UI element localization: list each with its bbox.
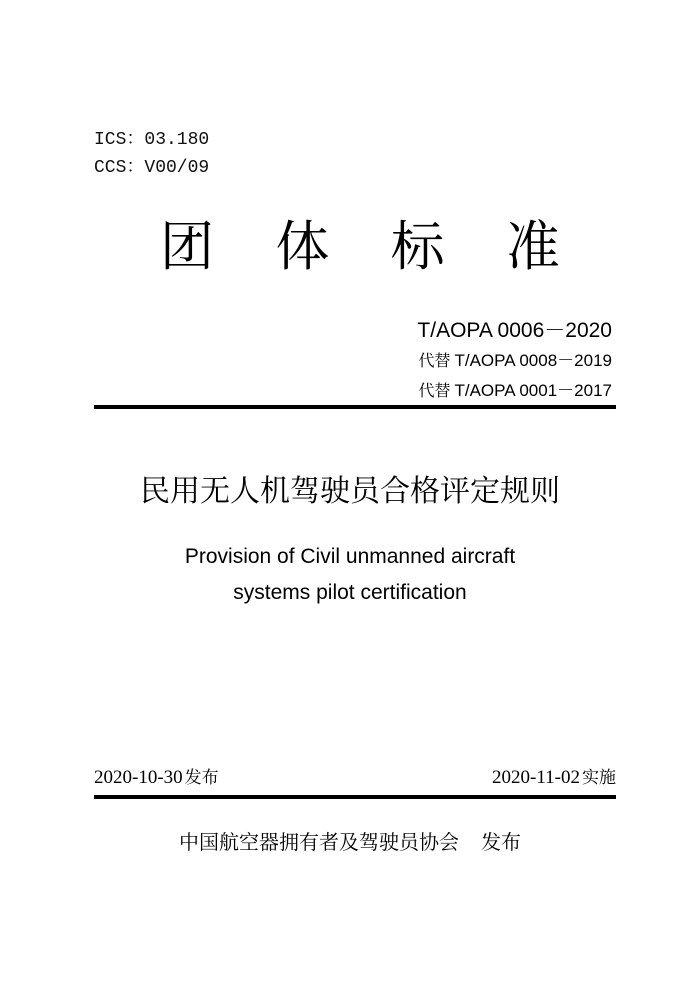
title-english (0, 539, 700, 611)
implement-label: 实施 (582, 768, 616, 788)
release-date: 2020-10-30 (94, 767, 183, 788)
release-label: 发布 (184, 768, 219, 788)
classification-codes (94, 126, 209, 182)
document-type-char-4: 准 (505, 215, 560, 278)
document-type-char-1: 团 (160, 215, 214, 278)
ics-code: ICS：03.180 (94, 130, 210, 150)
replaces-prefix: 代替 (418, 381, 451, 400)
replaces-line-1 (417, 346, 612, 376)
date-row (94, 764, 616, 792)
standard-number: T/AOPA 0006－2020 (417, 319, 612, 342)
publisher-line (0, 827, 700, 857)
implement-date-group (492, 764, 616, 792)
publisher-name: 中国航空器拥有者及驾驶员协会 (179, 830, 459, 854)
title-chinese: 民用无人机驾驶员合格评定规则 (140, 474, 560, 509)
ccs-code: CCS：V00/09 (94, 158, 210, 178)
title-english-line-1: Provision of Civil unmanned aircraft (184, 545, 516, 568)
replaced-standard-number: T/AOPA 0008－2019 (454, 351, 612, 370)
bottom-divider (94, 795, 616, 799)
top-divider (94, 405, 616, 409)
title-english-line-2: systems pilot certification (233, 581, 467, 604)
publisher-action: 发布 (481, 830, 521, 854)
document-type-char-3: 标 (390, 215, 445, 278)
replaced-standard-number: T/AOPA 0001－2017 (454, 381, 612, 400)
replaces-line-2 (417, 376, 612, 406)
release-date-group (94, 764, 219, 792)
document-type-char-2: 体 (275, 215, 330, 278)
document-type-heading (160, 212, 560, 282)
standard-number-block (417, 316, 612, 406)
implement-date: 2020-11-02 (492, 767, 580, 788)
replaces-prefix: 代替 (418, 351, 451, 370)
